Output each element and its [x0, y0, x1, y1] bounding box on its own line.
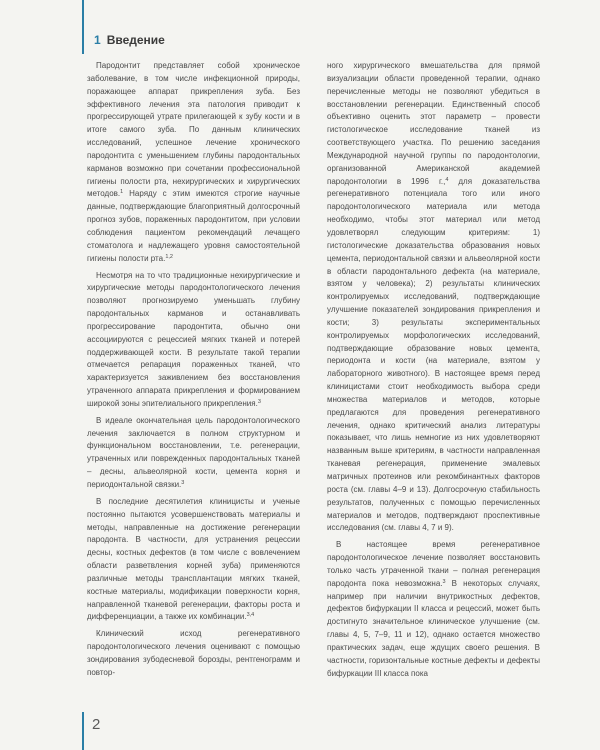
- left-text-column: [87, 60, 300, 684]
- chapter-header: [94, 33, 165, 47]
- paragraph: ного хирургического вмешательства для прямой визуализации области проведенной терапии, однако перечисленные методы не позволяют убедиться в восстановлении регенерации. Единственный способ объективно оценить этот параметр – провести гистологическое исследование тканей из соответствующего участка. По решению заседания Международной научной группы по пародонтологии, организованной Американской академией пародонтологии в 1996 г.,$^4$ для доказательства регенеративного потенциала того или иного пародонтологического материала или метода необходимо, чтобы этот материал или метод удовлетворял следующим критериям: 1) гистологические доказательства образования новых цемента, периодонтальной связки и альвеолярной кости в области пародонтального дефекта (на материале, взятом у человека); 2) результаты клинических контролируемых исследований, подтверждающие улучшение показателей зондирования прикрепления и кости; 3) результаты экспериментальных контролируемых морфологических исследований, подтверждающие образование новых цемента, периодонта и кости (на материале, взятом у лабораторного животного). В настоящее время перед клиницистами стоит необходимость выбора среди множества материалов и методов, которые предлагаются для проведения регенеративного лечения, однако критический анализ литературы показывает, что лишь немногие из них удовлетворяют названным выше критериям, в частности направленная тканевая регенерация, применение эмалевых матричных протеинов или рекомбинантных факторов роста (см. главы 4–9 и 13). Долгосрочную стабильность результатов, полученных с помощью перечисленных материалов и методов, подтверждают проспективные исследования (см. главы 4, 7 и 9).: [327, 61, 540, 533]
- bottom-accent-bar: [82, 712, 84, 750]
- top-accent-bar: [82, 0, 84, 54]
- paragraph: В настоящее время регенеративное пародонтологическое лечение позволяет восстановить только часть утраченной ткани – полная регенерация пародонта пока невозможна.$^3$ В некоторых случаях, например при наличии внутрикостных дефектов, дефектов бифуркации II класса и рецессий, может быть достигнуто значительное клиническое улучшение (см. главы 4, 5, 7–9, 11 и 12), однако остается множество практических задач, еще ждущих своего решения. В частности, горизонтальные костные дефекты и дефекты бифуркации III класса пока: [327, 540, 540, 678]
- paragraph: Клинический исход регенеративного пародонтологического лечения оценивают с помощью зондирования зубодесневой борозды, рентгенограмм и повтор-: [87, 629, 300, 677]
- chapter-number: 1: [94, 33, 101, 47]
- chapter-title: Введение: [106, 33, 165, 47]
- page-number: 2: [92, 716, 101, 733]
- paragraph: Пародонтит представляет собой хроническое заболевание, в том числе инфекционной природы, поражающее аппарат прикрепления зуба. Без эффективного лечения эта патология приводит к прогрессирующей утрате прилегающей к зубу кости и в итоге самого зуба. По данным клинических исследований, успешное лечение хронического пародонтита с уменьшением глубины пародонтальных карманов возможно при сочетании профессиональной гигиены полости рта, нехирургических и хирургических методов.$^1$ Наряду с этим имеются строгие научные данные, подтверждающие благоприятный долгосрочный прогноз зубов, пораженных пародонтитом, при условии соблюдения пациентом рекомендаций лечащего стоматолога и надлежащего уровня самостоятельной гигиены полости рта.$^{1,2}$: [87, 61, 300, 263]
- paragraph: В идеале окончательная цель пародонтологического лечения заключается в полном структурном и функциональном восстановлении, т.е. регенерации, утраченных или поврежденных пародонтальных тканей – десны, альвеолярной кости, цемента корня и периодонтальной связки.$^3$: [87, 415, 300, 489]
- right-text-column: [327, 60, 540, 685]
- paragraph: Несмотря на то что традиционные нехирургические и хирургические методы пародонтологического лечения позволяют прогнозируемо уменьшать глубину пародонтальных карманов и останавливать прогрессирование пародонтита, обычно они ассоциируются с рецессией мягких тканей и потерей поддерживающей кости. В результате такой терапии отмечается репарация пораженных тканей, что характеризуется заживлением без восстановления утраченного аппарата прикрепления и формированием широкой зоны эпителиального прикрепления.$^3$: [87, 270, 300, 408]
- paragraph: В последние десятилетия клиницисты и ученые постоянно пытаются усовершенствовать материалы и методы, направленные на достижение регенерации пародонта. В частности, для устранения рецессии десны, костных дефектов (в том числе с вовлечением области разветвления корней зуба) применяются различные методы трансплантации мягких тканей, костные материалы, модификации поверхности корня, направленной тканевой регенерации, факторы роста и дифференциации, а также их комбинации.$^{3,4}$: [87, 496, 300, 622]
